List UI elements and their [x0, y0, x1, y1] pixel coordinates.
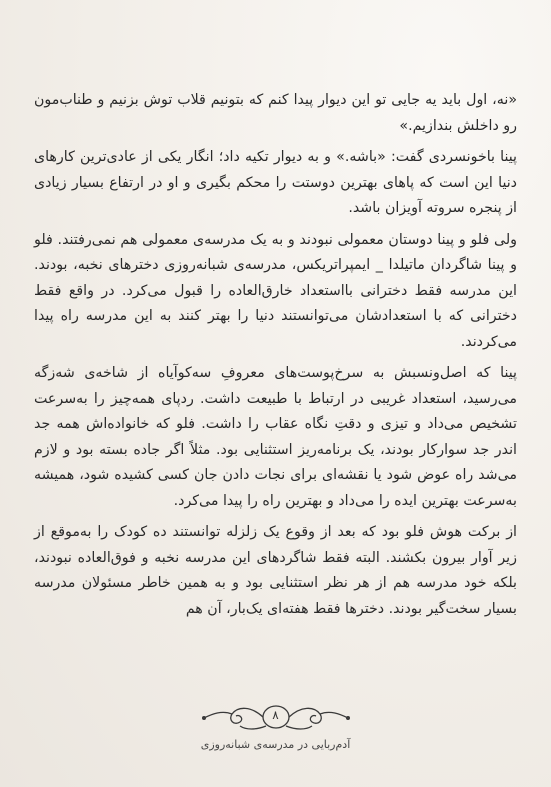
- paragraph-5: از برکت هوش فلو بود که بعد از وقوع یک زلزله توانستند ده کودک را به‌موقع از زیر آوار بیرون بکشند. البته فقط شاگردهای این مدرسه نخبه و فوق‌العاده نبودند، بلکه خود مدرسه هم از هر نظر استثنایی بود و به همین خاطر مسئولان مدرسه بسیار سخت‌گیر بودند. دخترها فقط هفته‌ای یک‌بار، آن هم: [34, 524, 517, 617]
- page-body: [34, 88, 517, 628]
- footer-ornament-wrap: [196, 700, 356, 734]
- page-number: ۸: [272, 708, 279, 722]
- paragraph-4: پینا که اصل‌ونسبش به سرخ‌پوست‌های معروفِ سه‌کوآیاه از شاخه‌ی شه‌زگه می‌رسید، استعداد غریبی در ارتباط با طبیعت داشت. ردپای همه‌چیز را به‌سرعت تشخیص می‌داد و تیزی و دقتِ نگاه عقاب را داشت. فلو که خانواده‌اش همه جد اندر جد سوارکار بودند، یک برنامه‌ریز استثنایی بود. مثلاً اگر جاده بسته بود و لازم می‌شد راه عوض شود یا نقشه‌ای برای نجات دادن جان کسی کشیده شود، همیشه به‌سرعت بهترین ایده را می‌داد و بهترین راه را پیدا می‌کرد.: [34, 365, 517, 509]
- running-footer-title: آدم‌ربایی در مدرسه‌ی شبانه‌روزی: [200, 738, 351, 751]
- paragraph-2: پینا باخونسردی گفت: «باشه.» و به دیوار تکیه داد؛ انگار یکی از عادی‌ترین کارهای دنیا این است که پاهای بهترین دوستت را محکم بگیری و او در ارتفاع بسیار زیادی از پنجره سروته آویزان باشد.: [34, 149, 517, 216]
- page-footer: [0, 700, 551, 751]
- paragraph-3: ولی فلو و پینا دوستان معمولی نبودند و به یک مدرسه‌ی معمولی هم نمی‌رفتند. فلو و پینا شاگردان ماتیلدا _ ایمپراتریکس، مدرسه‌ی شبانه‌روزی دخترهای نخبه، بودند. این مدرسه فقط دخترانی بااستعداد خارق‌العاده را قبول می‌کرد. در واقع فقط دخترانی که با استعدادشان می‌توانستند دنیا را بهتر کنند به این مدرسه راه پیدا می‌کردند.: [34, 231, 517, 350]
- paragraph-1: «نه، اول باید یه جایی تو این دیوار پیدا کنم که بتونیم قلاب توش بزنیم و طناب‌مون رو داخلش بندازیم.»: [34, 92, 517, 134]
